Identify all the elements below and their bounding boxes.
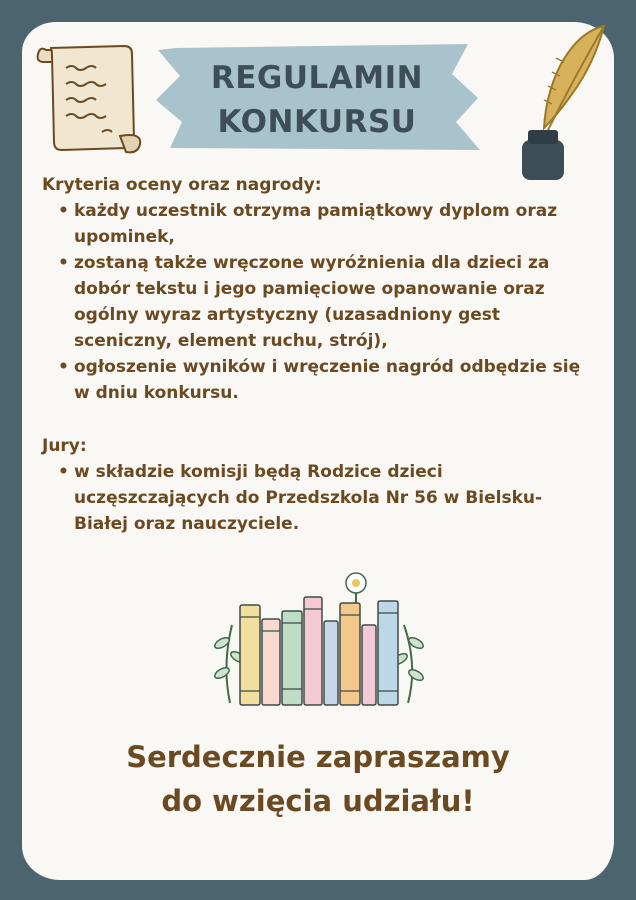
title-banner (152, 44, 482, 152)
criteria-list (42, 198, 582, 406)
quill-ink-icon (518, 22, 618, 184)
rules-content (42, 172, 582, 537)
jury-item: • w składzie komisji będą Rodzice dzieci uczęszczających do Przedszkola Nr 56 w Bielsku-Białej oraz nauczyciele. (74, 459, 582, 537)
jury-list (42, 459, 582, 537)
jury-heading: Jury: (42, 436, 87, 456)
footer-line-1: Serdecznie zapraszamy (126, 740, 510, 774)
criteria-item: • ogłoszenie wyników i wręczenie nagród odbędzie się w dniu konkursu. (74, 354, 582, 406)
criteria-item: • każdy uczestnik otrzyma pamiątkowy dyplom oraz upominek, (74, 198, 582, 250)
books-flowers-icon (208, 565, 430, 710)
title-line-2: KONKURSU (217, 104, 417, 140)
title-line-1: REGULAMIN (210, 60, 424, 96)
footer-line-2: do wzięcia udziału! (161, 784, 475, 818)
criteria-heading: Kryteria oceny oraz nagrody: (42, 175, 322, 195)
scroll-icon (32, 40, 147, 158)
criteria-item: • zostaną także wręczone wyróżnienia dla dzieci za dobór tekstu i jego pamięciowe opanowanie oraz ogólny wyraz artystyczny (uzasadniony gest sceniczny, element ruchu, strój), (74, 250, 582, 354)
